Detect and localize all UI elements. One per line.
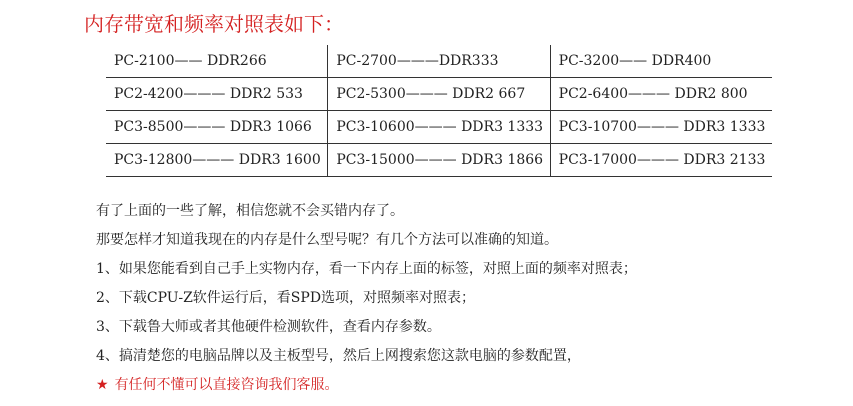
note-text: 有任何不懂可以直接咨询我们客服。 [114,377,339,393]
ram-bandwidth-table [106,45,772,177]
page-title: 内存带宽和频率对照表如下： [84,12,344,36]
table-cell: PC3-10600——— DDR3 1333 [328,111,550,144]
table-row [106,144,772,177]
paragraph: 3、下载鲁大师或者其他硬件检测软件，查看内存参数。 [96,319,441,335]
table-row [106,111,772,144]
table-cell: PC2-5300——— DDR2 667 [328,78,550,111]
table-row [106,78,772,111]
table-cell: PC3-15000——— DDR3 1866 [328,144,550,177]
table-cell: PC3-10700——— DDR3 1333 [550,111,772,144]
paragraph: 那要怎样才知道我现在的内存是什么型号呢？有几个方法可以准确的知道。 [96,232,558,248]
paragraph: 2、下载CPU-Z软件运行后，看SPD选项，对照频率对照表； [96,290,476,306]
star-icon: ★ [96,377,109,393]
table-cell: PC-2700———DDR333 [328,45,550,78]
table-cell: PC2-4200——— DDR2 533 [106,78,328,111]
table-cell: PC3-8500——— DDR3 1066 [106,111,328,144]
paragraph: 1、如果您能看到自己手上实物内存，看一下内存上面的标签，对照上面的频率对照表； [96,261,637,277]
customer-service-note [96,371,637,400]
article-body [96,197,637,400]
table-cell: PC-3200—— DDR400 [550,45,772,78]
table-cell: PC2-6400——— DDR2 800 [550,78,772,111]
table-cell: PC3-17000——— DDR3 2133 [550,144,772,177]
paragraph: 有了上面的一些了解，相信您就不会买错内存了。 [96,203,404,219]
table-cell: PC3-12800——— DDR3 1600 [106,144,328,177]
table-cell: PC-2100—— DDR266 [106,45,328,78]
table-row [106,45,772,78]
paragraph: 4、搞清楚您的电脑品牌以及主板型号，然后上网搜索您这款电脑的参数配置， [96,348,581,364]
